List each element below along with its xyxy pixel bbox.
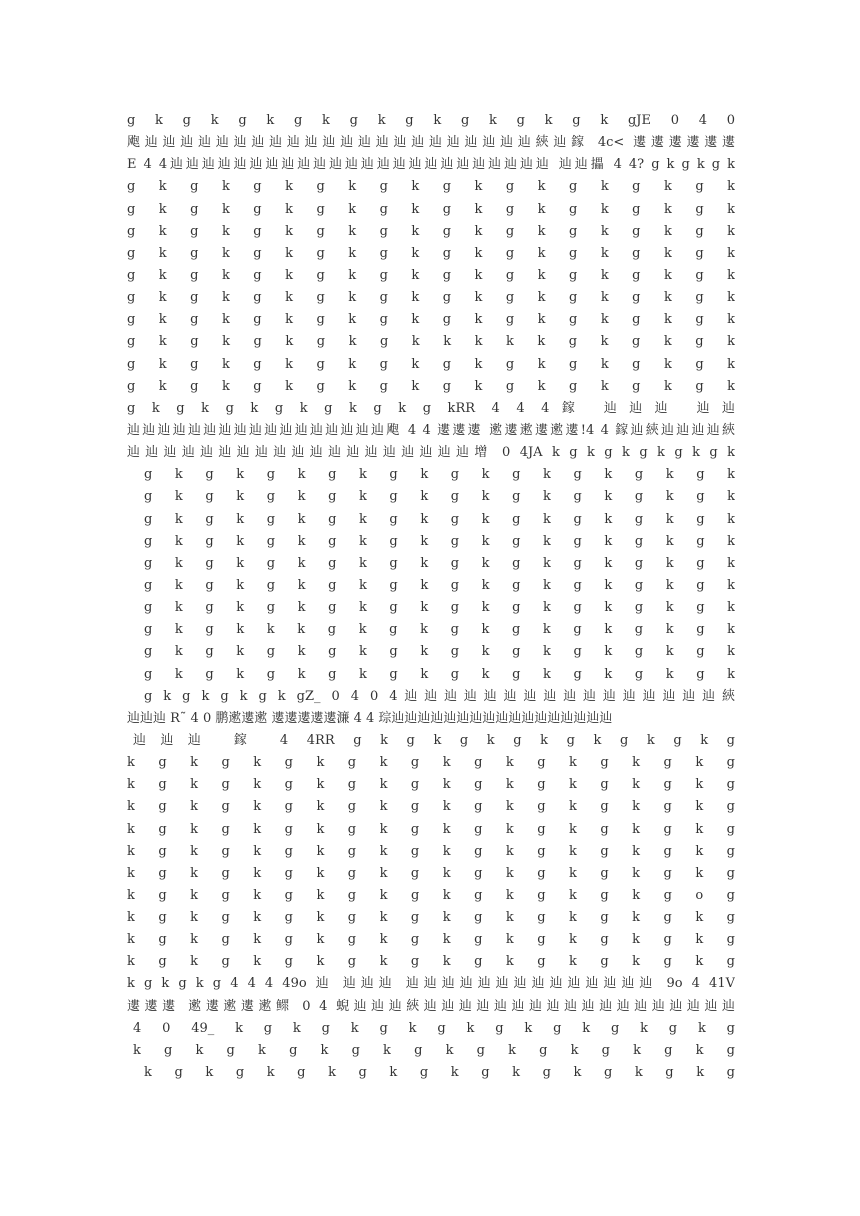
- text-line: k g k g k g k g k g k g k g k g k g k g: [127, 865, 735, 881]
- text-line: g k g k g k g k g k g k g k g k g k g k: [127, 267, 735, 283]
- text-line: k g k g k g k g k g k g k g k g k g k g: [127, 932, 735, 948]
- text-line: 飑辿辿辿辿辿辿辿辿辿辿辿辿辿辿辿辿辿辿辿辿辿辿綊辿鎵 4c< 遱遱遱遱遱遱: [127, 135, 735, 151]
- text-line: g k g k g k g k g k g k g k g k g k g k: [127, 312, 735, 328]
- text-line: k g k g k g k g k g k g k g k g k g k g: [133, 1042, 735, 1058]
- text-line: k g k g k g k g k g k g k g k g k g k g: [127, 843, 735, 859]
- text-line: g k g k g k g k g k g k g k g k g k g k: [144, 489, 735, 505]
- text-line: k g k g k g k g k g k g k g k g k g k g: [144, 1065, 735, 1081]
- text-line: g k g k g k g k g k g k g k g k g k g k: [144, 600, 735, 616]
- text-line: g k g k g k g k g k g k g kRR 4 4 4鎵 辿辿辿 辿辿: [127, 400, 735, 416]
- text-line: g k g k g k g k g k g k g k g k g k g k: [127, 179, 735, 195]
- text-line: g k g k g k g k g k g k g k g k g k g k: [144, 467, 735, 483]
- text-line: g k g k g k g k g k g k g k g k g k g k: [144, 533, 735, 549]
- text-line: g k g k g k g k g k g k g k g k g k g k: [144, 666, 735, 682]
- text-line: 辿辿辿 R˜ 4 0 鹏遬遱遬 遱遱遱遱遱濂 4 4 琮辿辿辿辿辿辿辿辿辿辿辿辿辿辿辿辿辿: [127, 710, 613, 726]
- text-line: 辿辿辿辿辿辿辿辿辿辿辿辿辿辿辿辿辿辿辿增 0 4JA k g k g k g k g k g k: [127, 445, 735, 461]
- text-line: g k g k g k g k g k g k g k g k g k g k: [144, 511, 735, 527]
- text-line: g k g k g k g k gZ_ 0 4 0 4辿辿辿辿辿辿辿辿辿辿辿辿辿辿辿辿綊: [144, 688, 735, 704]
- text-line: k g k g k g k g k g k g k g k g k g k g: [127, 755, 735, 771]
- text-line: E 4 4辿辿辿辿辿辿辿辿辿辿辿辿辿辿辿辿辿辿辿辿辿辿辿辿 辿辿攂 4 4? g k g k g k: [127, 157, 735, 173]
- text-line: g k g k g k g k g k g k g k g k g k g k: [144, 555, 735, 571]
- text-line: k g k g k g k g k g k g k g k g k g k g: [127, 799, 735, 815]
- text-line: k g k g k g 4 4 4 49o 辿 辿辿辿 辿辿辿辿辿辿辿辿辿辿辿辿辿辿 9o 4 41V: [127, 976, 735, 992]
- text-line: k g k g k g k g k g k g k g k g k g o g: [127, 887, 735, 903]
- text-line: g k g k g k g k g k k k k k g k g k g k: [127, 334, 735, 350]
- text-line: g k g k g k g k g k g k g k g k g k g k: [144, 577, 735, 593]
- text-line: g k g k g k g k g k g k g k g k g k g k: [127, 290, 735, 306]
- text-line: g k g k g k g k g k g k g k g k g k g k: [144, 644, 735, 660]
- text-line: g k g k g k g k g k g k g k g k g k g k: [127, 201, 735, 217]
- text-line: 辿辿辿辿辿辿辿辿辿辿辿辿辿辿辿辿辿飑 4 4 遱遱遱 遬遱遬遱遬遱!4 4 鎵辿綊辿辿辿辿綊: [127, 422, 735, 438]
- text-line: 4 0 49_ k g k g k g k g k g k g k g k g k g: [133, 1020, 735, 1036]
- text-line: g k g k g k g k g k g k g k g k g k g k: [127, 378, 735, 394]
- text-line: g k g k g k g k g k g k g k g k g k g k: [127, 223, 735, 239]
- text-line: k g k g k g k g k g k g k g k g k g k g: [127, 910, 735, 926]
- text-line: k g k g k g k g k g k g k g k g k g k g: [127, 954, 735, 970]
- text-line: g k g k g k g k g k g k g k g k g k g k: [127, 356, 735, 372]
- text-line: g k g k k k g k g k g k g k g k g k g k: [144, 622, 735, 638]
- document-body: [127, 110, 735, 1084]
- text-line: g k g k g k g k g k g k g k g k g k gJE 0 4 0: [127, 113, 735, 128]
- text-line: g k g k g k g k g k g k g k g k g k g k: [127, 245, 735, 261]
- text-line: 辿辿辿 鎵 4 4RR g k g k g k g k g k g k g k g: [133, 732, 735, 748]
- text-line: k g k g k g k g k g k g k g k g k g k g: [127, 777, 735, 793]
- text-line: 遱遱遱 遬遱遬遱遬鳏 0 4 蜺辿辿辿綊辿辿辿辿辿辿辿辿辿辿辿辿辿辿辿辿辿辿: [127, 998, 735, 1014]
- text-line: k g k g k g k g k g k g k g k g k g k g: [127, 821, 735, 837]
